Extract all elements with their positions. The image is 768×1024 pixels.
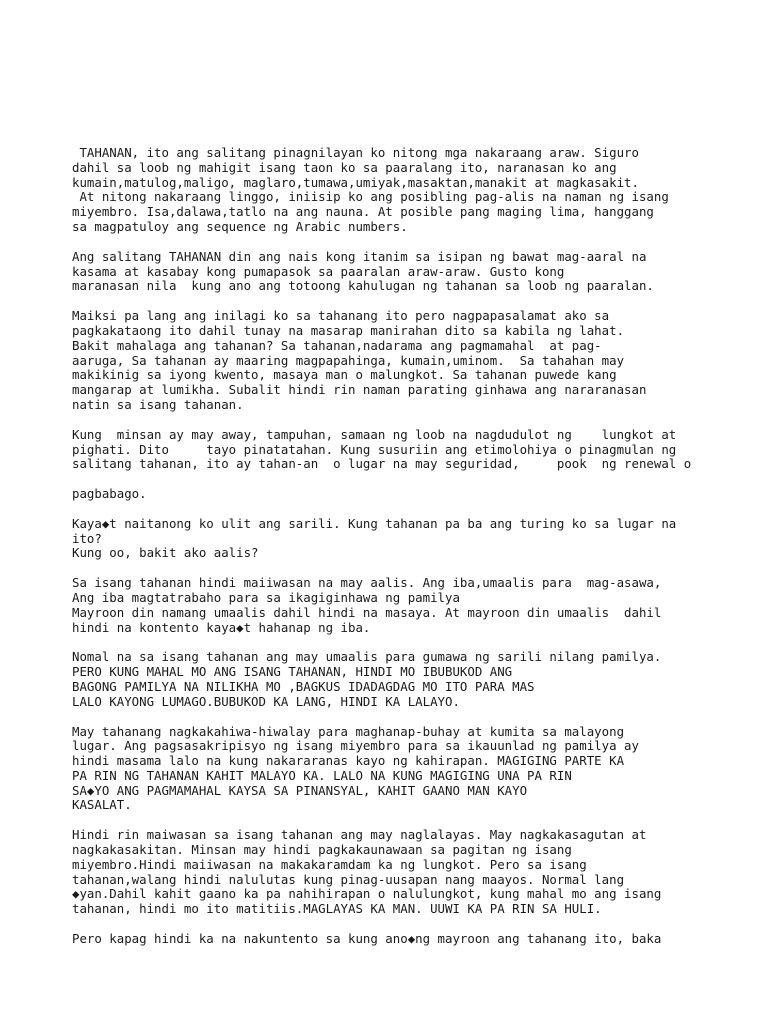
text-line: Sa isang tahanan hindi maiiwasan na may aalis. Ang iba,umaalis para mag-asawa, — [72, 575, 662, 591]
text-line: Mayroon din namang umaalis dahil hindi na masaya. At mayroon din umaalis dahil — [72, 604, 662, 620]
paragraph — [72, 250, 762, 294]
text-line: tahanan, hindi mo ito matitiis.MAGLAYAS KA MAN. UUWI KA PA RIN SA HULI. — [72, 901, 602, 917]
paragraph — [72, 576, 762, 635]
paragraph — [72, 517, 762, 561]
text-line: Nomal na sa isang tahanan ang may umaalis para gumawa ng sarili nilang pamilya. — [72, 649, 662, 665]
text-line: lugar. Ang pagsasakripisyo ng isang miyembro para sa ikauunlad ng pamilya ay — [72, 738, 639, 754]
text-line: PA RIN NG TAHANAN KAHIT MALAYO KA. LALO NA KUNG MAGIGING UNA PA RIN — [72, 767, 572, 783]
text-line: pagkakataong ito dahil tunay na masarap manirahan dito sa kabila ng lahat. — [72, 322, 625, 338]
text-line: miyembro.Hindi maiiwasan na makakaramdam ka ng lungkot. Pero sa isang — [72, 856, 587, 872]
document-body — [72, 146, 762, 962]
text-line: natin sa isang tahanan. — [72, 396, 244, 412]
text-line: Ang iba magtatrabaho para sa ikagiginhawa ng pamilya — [72, 589, 460, 605]
text-line: aaruga, Sa tahanan ay maaring magpapahinga, kumain,uminom. Sa tahahan may — [72, 352, 625, 368]
paragraph — [72, 146, 762, 235]
text-line: TAHANAN, ito ang salitang pinagnilayan ko nitong mga nakaraang araw. Siguro — [72, 145, 639, 160]
text-line: mangarap at lumikha. Subalit hindi rin naman parating ginhawa ang nararanasan — [72, 382, 647, 398]
text-line: pagbabago. — [72, 485, 147, 501]
text-line: Hindi rin maiwasan sa isang tahanan ang may naglalayas. May nagkakasagutan at — [72, 827, 647, 843]
text-line: BAGONG PAMILYA NA NILIKHA MO ,BAGKUS IDADAGDAG MO ITO PARA MAS — [72, 678, 535, 694]
text-line: Bakit mahalaga ang tahanan? Sa tahanan,nadarama ang pagmamahal at pag- — [72, 337, 602, 353]
text-line: Ang salitang TAHANAN din ang nais kong itanim sa isipan ng bawat mag-aaral na — [72, 248, 647, 264]
paragraph — [72, 828, 762, 917]
text-line: ito? — [72, 530, 102, 546]
text-line: At nitong nakaraang linggo, iniisip ko ang posibling pag-alis na naman ng isang — [72, 189, 669, 205]
text-line: kumain,matulog,maligo, maglaro,tumawa,umiyak,masaktan,manakit at magkasakit. — [72, 174, 639, 190]
text-line: miyembro. Isa,dalawa,tatlo na ang nauna. At posible pang maging lima, hanggang — [72, 204, 654, 220]
text-line: KASALAT. — [72, 797, 132, 813]
text-line: sa magpatuloy ang sequence ng Arabic numbers. — [72, 218, 408, 234]
paragraph — [72, 428, 762, 502]
text-line: nagkakasakitan. Minsan may hindi pagkakaunawaan sa pagitan ng isang — [72, 842, 572, 858]
text-line: pighati. Dito tayo pinatatahan. Kung susuriin ang etimolohiya o pinagmulan ng — [72, 441, 677, 457]
text-line: dahil sa loob ng mahigit isang taon ko sa paaralang ito, naranasan ko ang — [72, 159, 617, 175]
blank-line — [72, 472, 762, 487]
text-line: hindi na kontento kaya◆t hahanap ng iba. — [72, 619, 371, 635]
text-line: Kung minsan ay may away, tampuhan, samaan ng loob na nagdudulot ng lungkot at — [72, 426, 677, 442]
text-line: SA◆YO ANG PAGMAMAHAL KAYSA SA PINANSYAL, KAHIT GAANO MAN KAYO — [72, 782, 528, 798]
text-line: Pero kapag hindi ka na nakuntento sa kung ano◆ng mayroon ang tahanang ito, baka — [72, 931, 662, 947]
text-line: Maiksi pa lang ang inilagi ko sa tahanang ito pero nagpapasalamat ako sa — [72, 308, 610, 324]
text-line: ◆yan.Dahil kahit gaano ka pa nahihirapan o nalulungkot, kung mahal mo ang isang — [72, 886, 662, 902]
text-line: kasama at kasabay kong pumapasok sa paaralan araw-araw. Gusto kong — [72, 263, 565, 279]
paragraph — [72, 309, 762, 413]
text-line: Kaya◆t naitanong ko ulit ang sarili. Kung tahanan pa ba ang turing ko sa lugar na — [72, 515, 677, 531]
text-line: Kung oo, bakit ako aalis? — [72, 545, 259, 561]
text-line: May tahanang nagkakahiwa-hiwalay para maghanap-buhay at kumita sa malayong — [72, 723, 625, 739]
text-line: makikinig sa iyong kwento, masaya man o malungkot. Sa tahanan puwede kang — [72, 367, 617, 383]
text-line: PERO KUNG MAHAL MO ANG ISANG TAHANAN, HINDI MO IBUBUKOD ANG — [72, 664, 513, 680]
text-line: hindi masama lalo na kung nakararanas kayo ng kahirapan. MAGIGING PARTE KA — [72, 753, 625, 769]
paragraph — [72, 725, 762, 814]
text-line: maranasan nila kung ano ang totoong kahulugan ng tahanan sa loob ng paaralan. — [72, 278, 654, 294]
text-line: tahanan,walang hindi nalulutas kung pinag-uusapan nang maayos. Normal lang — [72, 871, 625, 887]
paragraph — [72, 650, 762, 709]
paragraph — [72, 932, 762, 947]
text-line: LALO KAYONG LUMAGO.BUBUKOD KA LANG, HINDI KA LALAYO. — [72, 693, 460, 709]
text-line: salitang tahanan, ito ay tahan-an o lugar na may seguridad, pook ng renewal o — [72, 456, 692, 472]
